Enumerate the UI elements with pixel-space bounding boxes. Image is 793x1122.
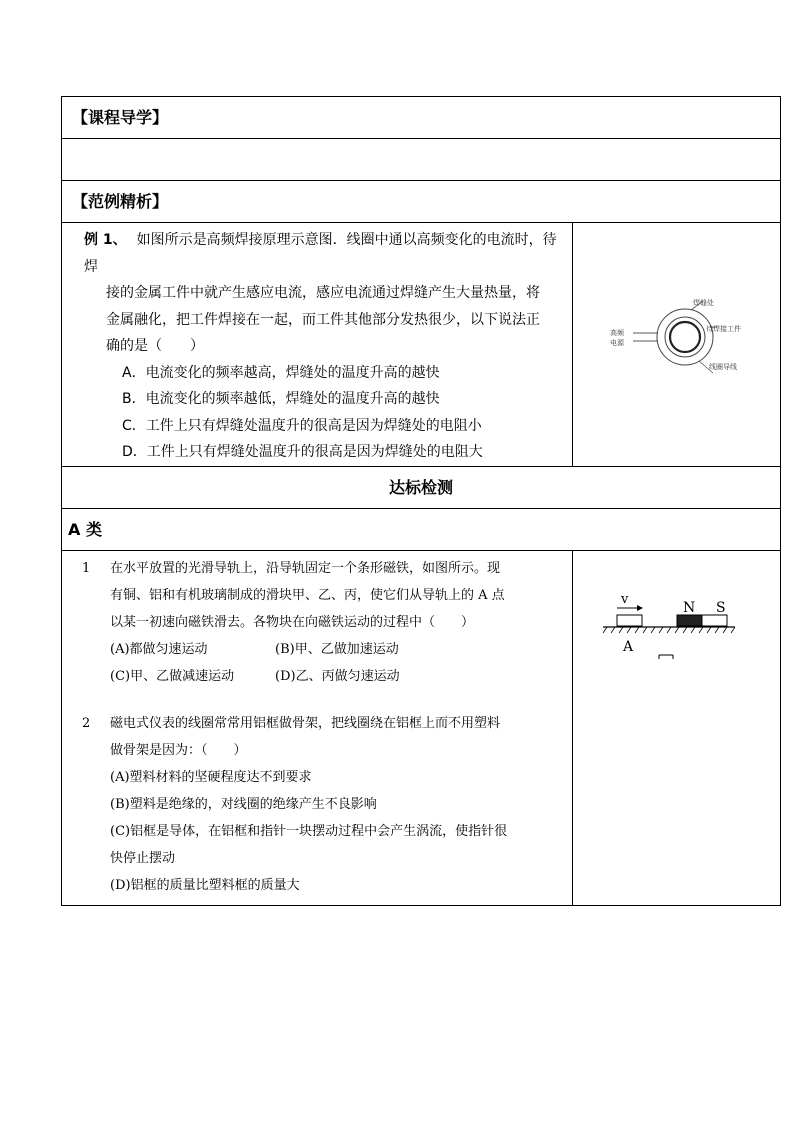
q1-figure-cell xyxy=(573,550,781,905)
example1-option-c: C．工件上只有焊缝处温度升的很高是因为焊缝处的电阻小 xyxy=(122,417,482,434)
q1-line-1: 在水平放置的光滑导轨上，沿导轨固定一个条形磁铁，如图所示。现 xyxy=(110,560,501,576)
welding-diagram xyxy=(573,223,779,448)
label-source-1: 高频 xyxy=(610,329,624,337)
track-hatching xyxy=(603,627,735,633)
example1-option-d: D．工件上只有焊缝处温度升的很高是因为焊缝处的电阻大 xyxy=(122,444,483,460)
q1-line-2: 有铜、铝和有机玻璃制成的滑块甲、乙、丙，使它们从导轨上的 A 点 xyxy=(110,587,505,603)
section-guide-title: 【课程导学】 xyxy=(62,97,781,139)
example1-label: 例 1、 xyxy=(84,232,127,248)
example1-line-3: 金属融化，把工件焊接在一起，而工件其他部分发热很少，以下说法正 xyxy=(106,311,540,328)
q2-option-c-cont: 快停止摆动 xyxy=(110,850,176,866)
q2-option-d: (D)铝框的质量比塑料框的质量大 xyxy=(110,877,300,893)
q2-option-c: (C)铝框是导体，在铝框和指针一块摆动过程中会产生涡流，使指针很 xyxy=(110,823,508,839)
q1-number: 1 xyxy=(82,560,91,576)
q1-option-a: (A)都做匀速运动 xyxy=(110,641,208,657)
label-coil: 线圈导线 xyxy=(709,363,737,371)
example1-line-2: 接的金属工件中就产生感应电流，感应电流通过焊缝产生大量热量，将 xyxy=(106,285,540,301)
q2-option-b: (B)塑料是绝缘的，对线圈的绝缘产生不良影响 xyxy=(110,796,377,812)
lesson-table xyxy=(61,96,781,906)
section-check-title: 达标检测 xyxy=(62,466,781,508)
label-source-2: 电源 xyxy=(610,339,624,347)
magnet-s-pole xyxy=(702,615,727,626)
q1-option-d: (D)乙、丙做匀速运动 xyxy=(275,668,400,684)
magnet-track-diagram xyxy=(573,551,779,681)
section-examples-title: 【范例精析】 xyxy=(62,181,781,223)
q2-line-2: 做骨架是因为：（ ） xyxy=(110,742,247,758)
label-workpiece: 待焊接工件 xyxy=(706,325,741,333)
inner-coil xyxy=(670,322,700,352)
label-point-a: A xyxy=(623,638,634,655)
example1-option-a: A．电流变化的频率越高，焊缝处的温度升高的越快 xyxy=(122,364,440,381)
label-velocity: v xyxy=(621,591,629,607)
example1-line-4: 确的是（ ） xyxy=(106,338,204,354)
q2-number: 2 xyxy=(82,715,91,731)
q1-option-b: (B)甲、乙做加速运动 xyxy=(275,641,399,657)
category-a-title: A 类 xyxy=(62,508,781,550)
guide-empty-row xyxy=(62,139,781,181)
label-s: S xyxy=(716,599,726,616)
velocity-arrow-head xyxy=(637,605,643,611)
slider-block xyxy=(617,615,642,626)
example1-text xyxy=(62,223,573,467)
q1-line-3: 以某一初速向磁铁滑去。各物块在向磁铁运动的过程中（ ） xyxy=(110,614,475,630)
q2-option-a: (A)塑料材料的坚硬程度达不到要求 xyxy=(110,769,312,785)
example1-figure-cell xyxy=(573,223,781,467)
q2-line-1: 磁电式仪表的线圈常常用铝框做骨架，把线圈绕在铝框上而不用塑料 xyxy=(110,715,501,731)
question-2 xyxy=(82,710,566,899)
magnet-n-pole xyxy=(677,615,702,626)
example1-option-b: B．电流变化的频率越低，焊缝处的温度升高的越快 xyxy=(122,391,440,407)
example1-line-1: 例 1、 如图所示是高频焊接原理示意图．线圈中通以高频变化的电流时，待焊 xyxy=(84,232,557,275)
questions-cell xyxy=(62,550,573,905)
label-weld: 焊缝处 xyxy=(693,299,714,307)
q1-option-c: (C)甲、乙做减速运动 xyxy=(110,668,235,684)
question-1 xyxy=(82,555,566,690)
label-n: N xyxy=(683,599,696,616)
